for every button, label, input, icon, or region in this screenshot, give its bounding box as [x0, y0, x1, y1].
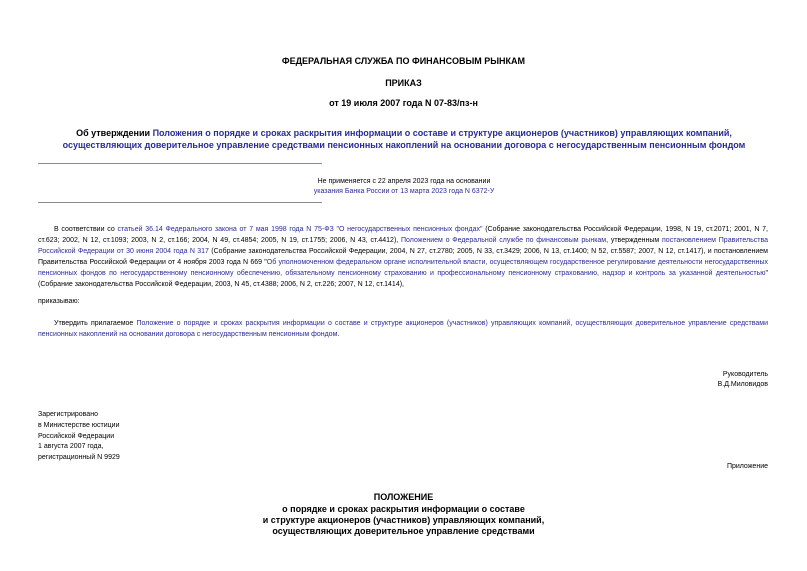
- preamble-text: , утвержденным: [606, 237, 663, 244]
- appendix-subtitle-2: и структуре акционеров (участников) управляющих компаний,: [262, 515, 545, 525]
- signatory-name: В.Д.Миловидов: [717, 381, 768, 388]
- divider-bottom: [38, 202, 322, 203]
- regulation-link[interactable]: Положение о порядке и сроках раскрытия информации о составе и структуре акционеров (участников) управляющих компаний, осуществляющих доверительное управление средствами пенсионных накоплений на основании договора с негосударственным пенсионным фондом: [38, 320, 768, 338]
- order-word: приказываю:: [38, 298, 80, 305]
- approve-text: Утвердить прилагаемое: [54, 320, 137, 327]
- signatory-role: Руководитель: [722, 371, 768, 378]
- law-link[interactable]: статьей 36.14 Федерального закона от 7 мая 1998 года N 75-ФЗ "О негосударственных пенсионных фондах": [117, 226, 483, 233]
- authorized-body-link[interactable]: Об уполномоченном федеральном органе исполнительной власти, осуществляющем государственное регулирование деятельности негосударственных пенсионных фондов по негосударственному пенсионному обеспечению, обязательному пенсионному страхованию и профессиональному пенсионному страхованию, надзор и контроль за указанной деятельностью: [38, 259, 768, 277]
- appendix-label: Приложение: [726, 463, 768, 470]
- registration-line-2: в Министерстве юстиции: [38, 422, 120, 429]
- document-title: [38, 127, 770, 151]
- divider-top: [38, 163, 322, 164]
- agency-name: ФЕДЕРАЛЬНАЯ СЛУЖБА ПО ФИНАНСОВЫМ РЫНКАМ: [281, 56, 526, 66]
- preamble-text: В соответствии со: [54, 226, 118, 233]
- preamble-text: (Собрание законодательства Российской Федерации, 1998, N 19, ст.2071; 2001, N 7, ст.623; 2002, N 12, ст.1093; 2003, N 2, ст.166; 2004, N 49, ст.4854; 2005, N 19, ст.1755; 2006, N 43, ст.4412),: [38, 226, 768, 244]
- approve-paragraph: [38, 318, 768, 340]
- title-link[interactable]: Положения о порядке и сроках раскрытия информации о составе и структуре акционеров (участников) управляющих компаний, осуществляющих доверительное управление средствами пенсионных накоплений на основании договора с негосударственным пенсионным фондом: [62, 128, 746, 150]
- notice-link[interactable]: указания Банка России от 13 марта 2023 года N 6372-У: [313, 188, 495, 195]
- government-resolution-link[interactable]: постановлением Правительства Российской Федерации от 30 июня 2004 года N 317: [38, 237, 768, 255]
- appendix-subtitle-1: о порядке и сроках раскрытия информации о составе: [282, 504, 525, 514]
- preamble-text: " (Собрание законодательства Российской Федерации, 2003, N 45, ст.4388; 2006, N 2, ст.226; 2007, N 12, ст.1414),: [38, 270, 768, 288]
- registration-line-1: Зарегистрировано: [38, 411, 98, 418]
- appendix-heading: ПОЛОЖЕНИЕ: [373, 492, 434, 502]
- title-prefix: Об утверждении: [76, 128, 153, 138]
- notice-line: Не применяется с 22 апреля 2023 года на основании: [317, 178, 491, 185]
- fsfr-regulation-link[interactable]: Положением о Федеральной службе по финансовым рынкам: [401, 237, 607, 244]
- registration-line-3: Российской Федерации: [38, 433, 115, 440]
- approve-text: .: [337, 331, 340, 338]
- appendix-subtitle-3: осуществляющих доверительное управление средствами: [272, 526, 535, 536]
- preamble-paragraph: [38, 224, 768, 290]
- document-date: от 19 июля 2007 года N 07-83/пз-н: [329, 98, 478, 108]
- document-type: ПРИКАЗ: [385, 78, 422, 88]
- preamble-text: (Собрание законодательства Российской Федерации, 2004, N 27, ст.2780; 2005, N 33, ст.3429; 2006, N 13, ст.1400; N 52, ст.5587; 2007, N 12, ст.1417), и постановлением Правительства Российской Федерации от 4 ноября 2003 года N 669 ": [38, 248, 768, 266]
- registration-line-4: 1 августа 2007 года,: [38, 443, 104, 450]
- registration-line-5: регистрационный N 9929: [38, 454, 120, 461]
